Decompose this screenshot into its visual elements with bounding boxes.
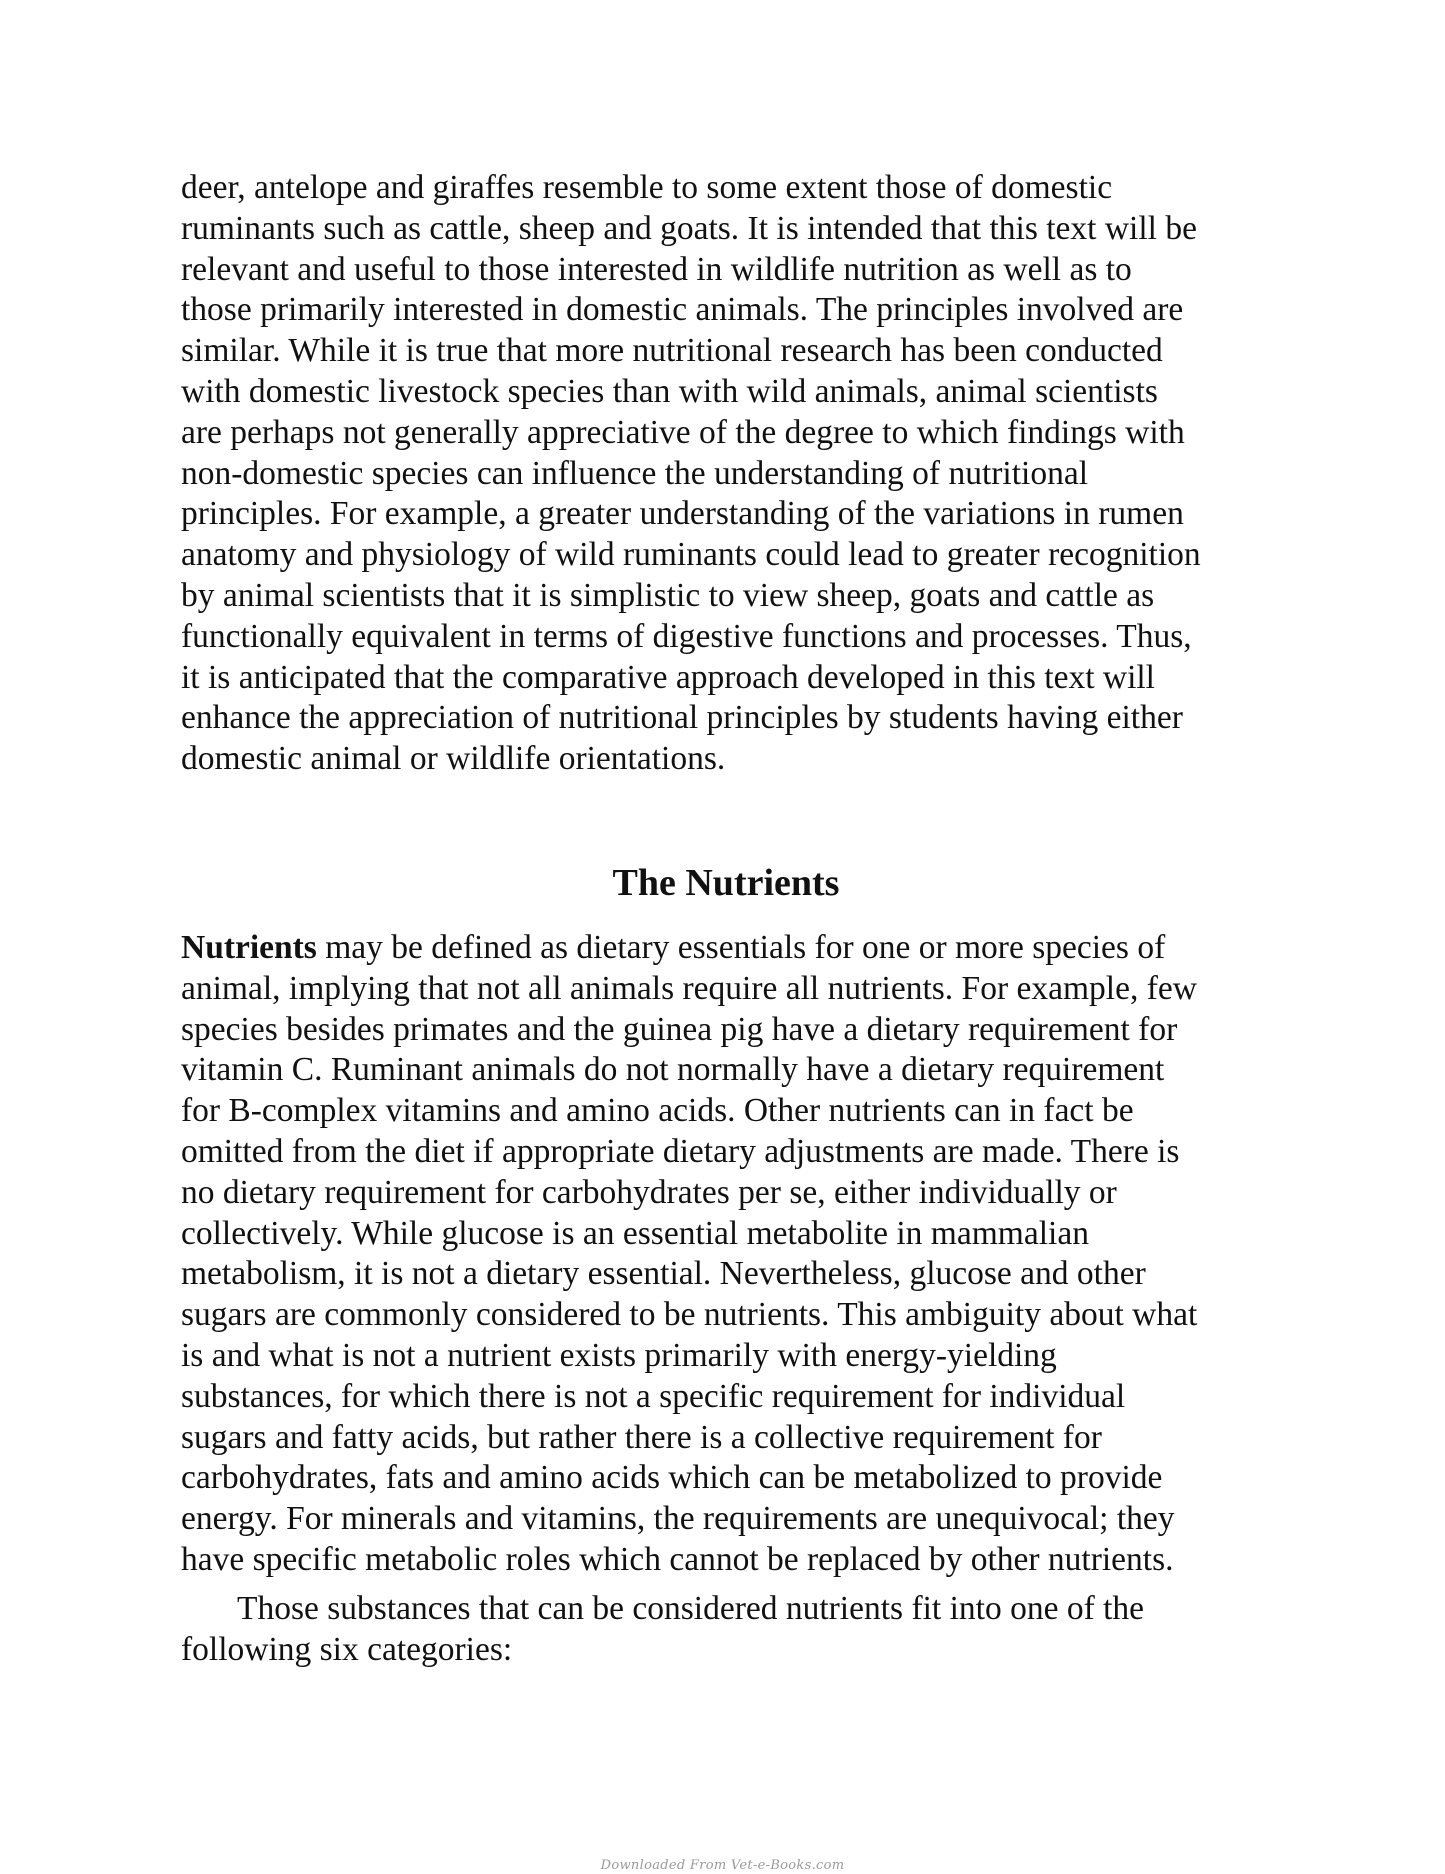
text-line: metabolism, it is not a dietary essential. Nevertheless, glucose and other [181,1255,1146,1293]
text-line: similar. While it is true that more nutritional research has been conducted [181,332,1163,370]
text-line: relevant and useful to those interested in wildlife nutrition as well as to [181,250,1132,288]
text-line: ruminants such as cattle, sheep and goats. It is intended that this text will be [181,209,1197,247]
text-line: sugars and fatty acids, but rather there is a collective requirement for [181,1418,1102,1456]
text-line: energy. For minerals and vitamins, the requirements are unequivocal; they [181,1500,1175,1538]
text-line: non-domestic species can influence the understanding of nutritional [181,454,1089,492]
text-line: animal, implying that not all animals require all nutrients. For example, few [181,969,1197,1007]
text-line: are perhaps not generally appreciative of the degree to which findings with [181,413,1185,451]
text-line: Those substances that can be considered nutrients fit into one of the [237,1590,1145,1627]
text-line: no dietary requirement for carbohydrates per se, either individually or [181,1173,1117,1211]
text-line: enhance the appreciation of nutritional principles by students having either [181,699,1183,737]
closing-paragraph [181,1589,1271,1671]
text-line: principles. For example, a greater understanding of the variations in rumen [181,495,1184,533]
text-line: substances, for which there is not a specific requirement for individual [181,1377,1126,1415]
text-line: functionally equivalent in terms of digestive functions and processes. Thus, [181,617,1192,655]
text-line: carbohydrates, fats and amino acids which can be metabolized to provide [181,1459,1163,1497]
text-line: have specific metabolic roles which cannot be replaced by other nutrients. [181,1540,1174,1578]
section-heading: The Nutrients [612,862,840,904]
text-line: it is anticipated that the comparative approach developed in this text will [181,658,1155,696]
nutrients-paragraph [181,928,1271,1581]
text-line: domestic animal or wildlife orientations. [181,740,726,778]
text-line-first [181,928,1271,969]
lead-line-rest: may be defined as dietary essentials for one or more species of [316,929,1166,966]
text-line: by animal scientists that it is simplistic to view sheep, goats and cattle as [181,576,1155,614]
text-line: deer, antelope and giraffes resemble to some extent those of domestic [181,169,1113,206]
text-line: sugars are commonly considered to be nutrients. This ambiguity about what [181,1296,1198,1334]
lead-term: Nutrients [181,929,317,966]
text-line: collectively. While glucose is an essential metabolite in mammalian [181,1214,1089,1252]
text-line: with domestic livestock species than with wild animals, animal scientists [181,372,1158,410]
text-line: those primarily interested in domestic animals. The principles involved are [181,291,1184,329]
text-line: omitted from the diet if appropriate dietary adjustments are made. There is [181,1132,1180,1170]
text-line: for B-complex vitamins and amino acids. Other nutrients can in fact be [181,1092,1134,1130]
text-line: vitamin C. Ruminant animals do not normally have a dietary requirement [181,1051,1165,1089]
text-line: is and what is not a nutrient exists primarily with energy-yielding [181,1336,1057,1374]
intro-paragraph [181,168,1271,780]
text-line: following six categories: [181,1630,513,1668]
download-watermark: Downloaded From Vet-e-Books.com [600,1858,845,1873]
text-line: species besides primates and the guinea pig have a dietary requirement for [181,1010,1178,1048]
text-line: anatomy and physiology of wild ruminants could lead to greater recognition [181,536,1201,574]
